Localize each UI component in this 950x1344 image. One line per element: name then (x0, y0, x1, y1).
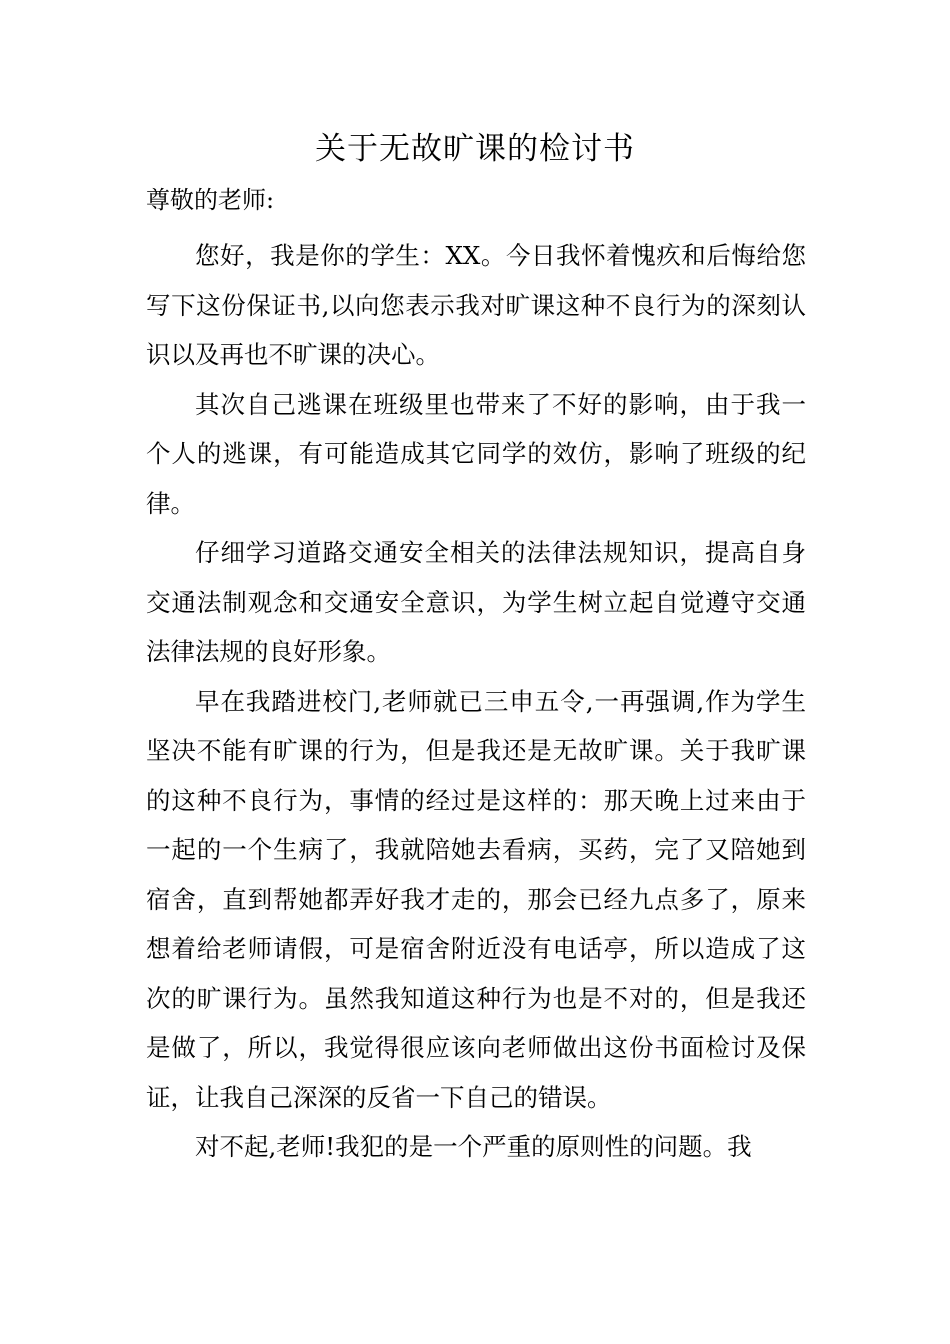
salutation: 尊敬的老师: (146, 186, 275, 214)
paragraph: 您好，我是你的学生：XX。今日我怀着愧疚和后悔给您写下这份保证书,以向您表示我对旷课这种不良行为的深刻认识以及再也不旷课的决心。 (146, 241, 806, 369)
document-body (146, 231, 806, 1172)
paragraph: 仔细学习道路交通安全相关的法律法规知识，提高自身交通法制观念和交通安全意识，为学生树立起自觉遵守交通法律法规的良好形象。 (146, 538, 806, 666)
document-title: 关于无故旷课的检讨书 (315, 131, 635, 167)
paragraph: 其次自己逃课在班级里也带来了不好的影响，由于我一个人的逃课，有可能造成其它同学的效仿，影响了班级的纪律。 (146, 389, 806, 518)
paragraph: 对不起,老师!我犯的是一个严重的原则性的问题。我 (195, 1132, 752, 1161)
paragraph: 早在我踏进校门,老师就已三申五令,一再强调,作为学生坚决不能有旷课的行为，但是我还是无故旷课。关于我旷课的这种不良行为，事情的经过是这样的：那天晚上过来由于一起的一个生病了，我就陪她去看病，买药，完了又陪她到宿舍，直到帮她都弄好我才走的，那会已经九点多了，原来想着给老师请假，可是宿舍附近没有电话亭，所以造成了这次的旷课行为。虽然我知道这种行为也是不对的，但是我还是做了，所以，我觉得很应该向老师做出这份书面检讨及保证，让我自己深深的反省一下自己的错误。 (146, 686, 806, 1112)
